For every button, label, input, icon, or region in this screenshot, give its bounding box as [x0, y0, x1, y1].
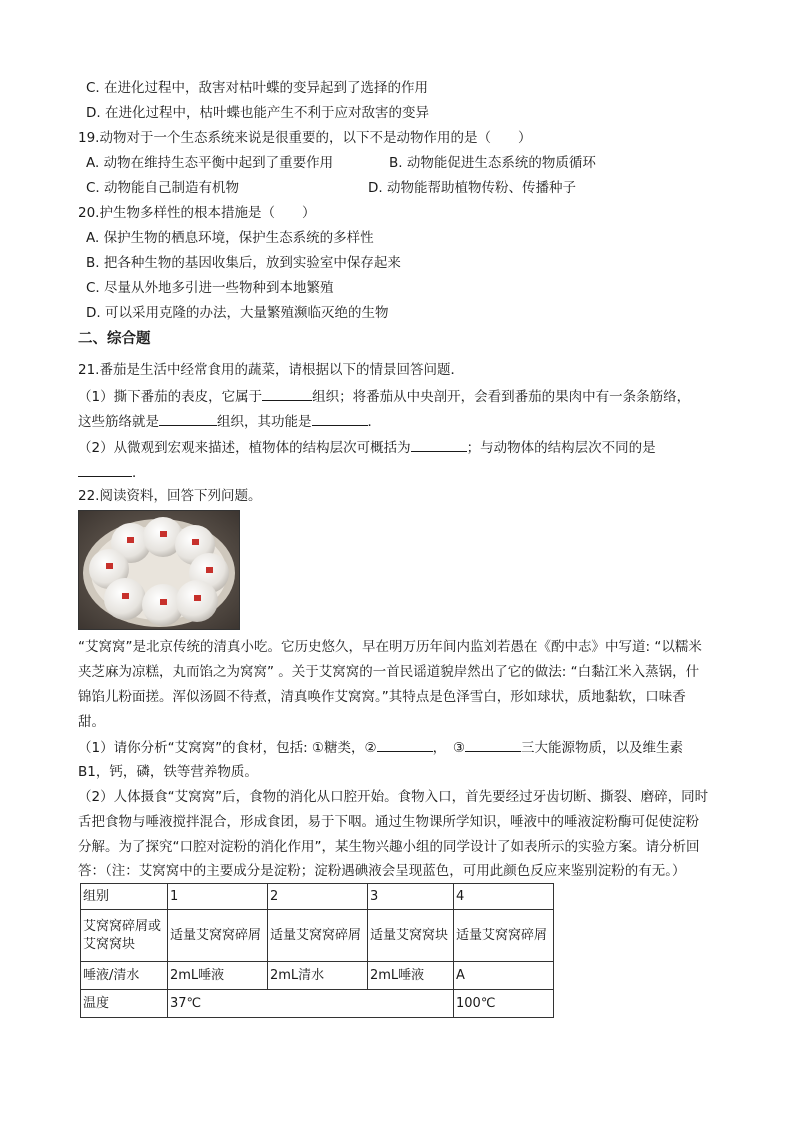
q21-part1-text-c: 这些筋络就是 [78, 414, 159, 430]
answer-blank[interactable] [78, 462, 132, 477]
q21-part2-text-c: ． [132, 465, 146, 481]
table-cell: 适量艾窝窝块 [368, 910, 454, 962]
table-cell: 适量艾窝窝碎屑 [268, 910, 368, 962]
q22-sub2-line3: 分解。为了探究“口腔对淀粉的消化作用”，某生物兴趣小组的同学设计了如表所示的实验方案。请分析回 [78, 839, 700, 855]
q19-stem: 19.动物对于一个生态系统来说是很重要的，以下不是动物作用的是（ ） [78, 130, 532, 146]
q20-option-b: B. 把各种生物的基因收集后，放到实验室中保存起来 [86, 255, 401, 271]
q22-paragraph-line2: 夹芝麻为凉糕，丸而馅之为窝窝” 。关于艾窝窝的一首民谣道貌岸然出了它的做法: “白黏江米入蒸锅，什 [78, 664, 700, 680]
q20-option-c: C. 尽量从外地多引进一些物种到本地繁殖 [86, 280, 334, 296]
answer-blank[interactable] [465, 737, 521, 752]
q21-part1-line1 [78, 386, 690, 407]
answer-blank[interactable] [262, 386, 312, 401]
table-cell: 温度 [81, 990, 168, 1018]
q21-part2-text-b: ；与动物体的结构层次不同的是 [466, 440, 656, 456]
q22-sub1-line1 [78, 737, 683, 758]
q22-sub1-text-b: ， ③ [432, 740, 465, 756]
answer-blank[interactable] [312, 411, 368, 426]
experiment-table [80, 883, 554, 1018]
q22-sub1-text-c: 三大能源物质，以及维生素 [520, 740, 683, 756]
section-heading: 二、综合题 [78, 331, 151, 347]
table-cell: A [454, 962, 554, 990]
q22-paragraph-line1: “艾窝窝”是北京传统的清真小吃。它历史悠久，早在明万历年间内监刘若愚在《酌中志》中写道: “以糯米 [78, 639, 702, 655]
table-cell: 2mL唾液 [368, 962, 454, 990]
answer-blank[interactable] [159, 411, 217, 426]
table-cell: 1 [168, 884, 268, 910]
q22-sub2-line2: 舌把食物与唾液搅拌混合，形成食团，易于下咽。通过生物课所学知识，唾液中的唾液淀粉酶可促使淀粉 [78, 814, 699, 830]
table-cell: 3 [368, 884, 454, 910]
q21-part2-line1 [78, 437, 656, 458]
table-row [81, 990, 554, 1018]
answer-blank[interactable] [411, 437, 467, 452]
table-cell: 4 [454, 884, 554, 910]
table-cell: 艾窝窝碎屑或艾窝窝块 [81, 910, 168, 962]
q22-paragraph-line4: 甜。 [78, 714, 105, 730]
q18-option-c: C. 在进化过程中，敌害对枯叶蝶的变异起到了选择的作用 [86, 80, 429, 96]
table-cell: 2mL清水 [268, 962, 368, 990]
table-cell: 2mL唾液 [168, 962, 268, 990]
q22-sub2-line4: 答：（注：艾窝窝中的主要成分是淀粉；淀粉遇碘液会呈现蓝色，可用此颜色反应来鉴别淀粉的有无。） [78, 863, 686, 879]
q21-part1-text-d: 组织，其功能是 [217, 414, 312, 430]
q20-option-d: D. 可以采用克隆的办法，大量繁殖濒临灭绝的生物 [86, 305, 389, 321]
table-cell: 37℃ [168, 990, 454, 1018]
q21-part1-text-a: （1）撕下番茄的表皮，它属于 [78, 389, 263, 405]
table-cell: 100℃ [454, 990, 554, 1018]
table-cell: 适量艾窝窝碎屑 [454, 910, 554, 962]
q22-stem: 22.阅读资料，回答下列问题。 [78, 488, 262, 504]
q21-part1-text-b: 组织；将番茄从中央剖开，会看到番茄的果肉中有一条条筋络， [312, 389, 691, 405]
table-row [81, 884, 554, 910]
q21-stem: 21.番茄是生活中经常食用的蔬菜，请根据以下的情景回答问题． [78, 362, 464, 378]
q21-part1-line2 [78, 411, 381, 432]
aiwowo-photo [78, 510, 240, 630]
table-row [81, 962, 554, 990]
q22-paragraph-line3: 锦馅儿粉面搓。浑似汤圆不待煮，清真唤作艾窝窝。”其特点是色泽雪白，形如球状，质地黏软，口味香 [78, 689, 686, 705]
q20-stem: 20.护生物多样性的根本措施是（ ） [78, 205, 316, 221]
q21-part2-line2 [78, 462, 146, 483]
table-cell: 组别 [81, 884, 168, 910]
q19-option-c: C. 动物能自己制造有机物 [86, 180, 240, 196]
table-cell: 适量艾窝窝碎屑 [168, 910, 268, 962]
q19-option-b: B. 动物能促进生态系统的物质循环 [389, 155, 596, 171]
q22-sub2-line1: （2）人体摄食“艾窝窝”后，食物的消化从口腔开始。食物入口，首先要经过牙齿切断、撕裂、磨碎，同时 [78, 789, 709, 805]
q22-sub1-text-a: （1）请你分析“艾窝窝”的食材，包括: ①糖类，② [78, 740, 377, 756]
q21-part1-text-e: ． [367, 414, 381, 430]
q19-option-a: A. 动物在维持生态平衡中起到了重要作用 [86, 155, 334, 171]
table-cell: 唾液/清水 [81, 962, 168, 990]
table-row [81, 910, 554, 962]
q19-option-d: D. 动物能帮助植物传粉、传播种子 [368, 180, 576, 196]
q18-option-d: D. 在进化过程中，枯叶蝶也能产生不利于应对敌害的变异 [86, 105, 429, 121]
q20-option-a: A. 保护生物的栖息环境，保护生态系统的多样性 [86, 230, 374, 246]
q22-sub1-line2: B1，钙，磷，铁等营养物质。 [78, 764, 258, 780]
table-cell: 2 [268, 884, 368, 910]
answer-blank[interactable] [377, 737, 433, 752]
aiwowo-illustration [79, 511, 239, 629]
q21-part2-text-a: （2）从微观到宏观来描述，植物体的结构层次可概括为 [78, 440, 411, 456]
